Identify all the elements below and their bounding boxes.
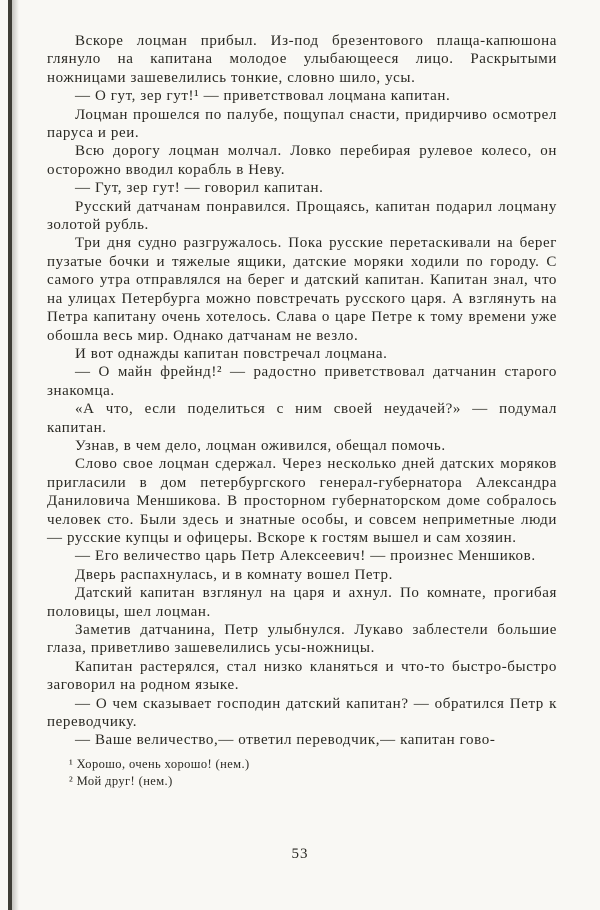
footnote: ² Мой друг! (нем.) <box>69 773 173 788</box>
scan-gutter-shadow <box>12 0 19 910</box>
paragraph: — Его величество царь Петр Алексеевич! — произнес Меншиков. <box>75 548 536 565</box>
paragraph: Дверь распахнулась, и в комнату вошел Петр. <box>75 566 393 583</box>
paragraph: — О чем сказывает господин датский капитан? — обратился Петр к переводчику. <box>47 695 557 731</box>
paragraph: Три дня судно разгружалось. Пока русские перетаскивали на берег пузатые бочки и тяжелые ящики, датские моряки ходили по городу. С самого утра отправлялся на берег и датский капитан. Капитан знал, что на улицах Петербурга можно повстречать русского царя. А взглянуть на Петра капитану очень хотелось. Слава о царе Петре к тому времени уже обошла весь мир. Однако датчанам не везло. <box>47 235 557 344</box>
paragraph: Русский датчанам понравился. Прощаясь, капитан подарил лоцману золотой рубль. <box>47 198 557 234</box>
paragraph: Заметив датчанина, Петр улыбнулся. Лукаво заблестели большие глаза, приветливо зашевелились усы-ножницы. <box>47 622 557 657</box>
paragraph: Датский капитан взглянул на царя и ахнул. По комнате, прогибая половицы, шел лоцман. <box>47 585 557 620</box>
paragraph: — Ваше величество,— ответил переводчик,— капитан гово- <box>75 732 496 749</box>
page-number: 53 <box>291 846 309 862</box>
paragraph: Узнав, в чем дело, лоцман оживился, обещал помочь. <box>75 437 446 454</box>
paragraph: И вот однажды капитан повстречал лоцмана. <box>75 345 388 362</box>
paragraph: «А что, если поделиться с ним своей неудачей?» — подумал капитан. <box>47 401 557 436</box>
paragraph: Слово свое лоцман сдержал. Через несколько дней датских моряков пригласили в дом петербургского генерал-губернатора Александра Даниловича Меншикова. В просторном губернаторском доме собралось человек сто. Были здесь и знатные особы, и совсем неприметные люди — русские купцы и офицеры. Вскоре к гостям вышел и сам хозяин. <box>47 456 557 546</box>
paragraph: — О гут, зер гут!¹ — приветствовал лоцмана капитан. <box>75 88 451 105</box>
page-text <box>47 32 557 790</box>
footnotes <box>47 756 557 790</box>
paragraph: Вскоре лоцман прибыл. Из-под брезентового плаща-капюшона глянуло на капитана молодое улыбающееся лицо. Раскрытыми ножницами зашевелились тонкие, словно шило, усы. <box>47 33 557 86</box>
footnote: ¹ Хорошо, очень хорошо! (нем.) <box>69 756 250 771</box>
paragraph: Всю дорогу лоцман молчал. Ловко перебирая рулевое колесо, он осторожно вводил корабль в Неву. <box>47 143 557 178</box>
paragraph: Капитан растерялся, стал низко кланяться и что-то быстро-быстро заговорил на родном языке. <box>47 658 557 694</box>
paragraph: Лоцман прошелся по палубе, пощупал снасти, придирчиво осмотрел паруса и реи. <box>47 106 557 142</box>
paragraph: — О майн фрейнд!² — радостно приветствовал датчанин старого знакомца. <box>47 364 557 399</box>
paragraph: — Гут, зер гут! — говорил капитан. <box>75 180 324 197</box>
